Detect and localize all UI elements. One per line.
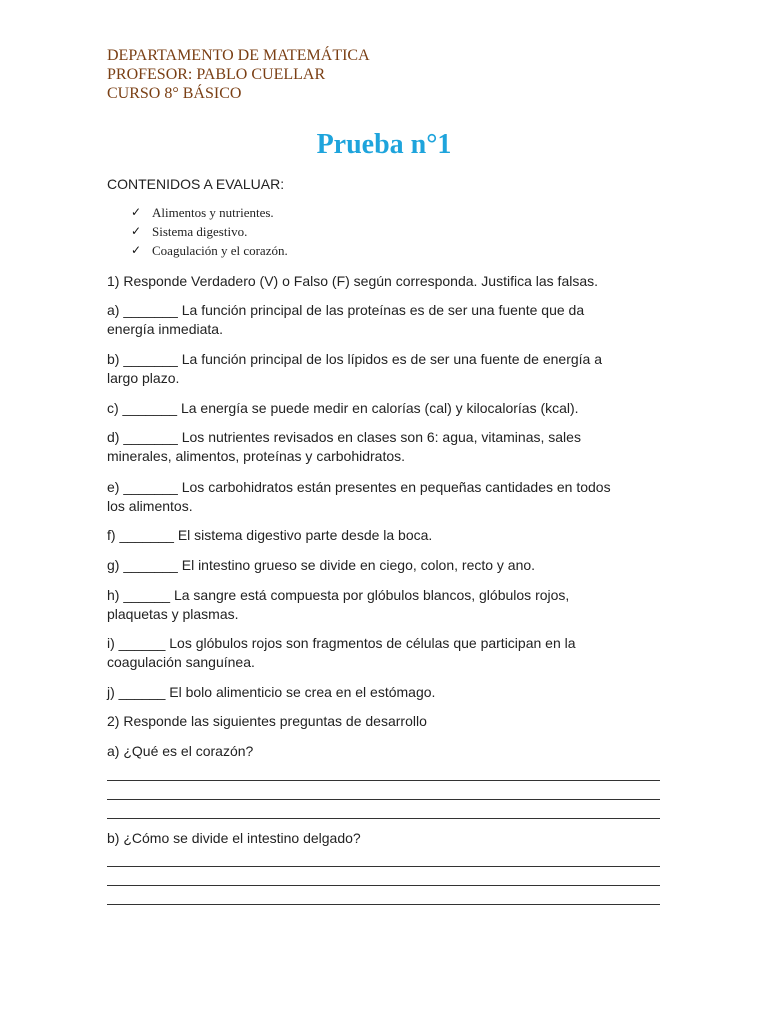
checkmark-icon: ✓	[131, 205, 142, 219]
list-item-label: Sistema digestivo.	[152, 224, 248, 239]
answer-line[interactable]	[107, 781, 660, 800]
question-text: a) _______ La función principal de las proteínas es de ser una fuente que da	[107, 302, 585, 318]
question-text-cont: largo plazo.	[107, 370, 180, 386]
question-text: g) _______ El intestino grueso se divide en ciego, colon, recto y ano.	[107, 557, 536, 573]
question-d	[107, 428, 667, 466]
checkmark-icon: ✓	[131, 224, 142, 238]
document-header	[107, 46, 370, 103]
question-g	[107, 556, 667, 575]
contents-label: CONTENIDOS A EVALUAR:	[107, 176, 285, 192]
list-item-label: Alimentos y nutrientes.	[152, 205, 274, 220]
question-text: c) _______ La energía se puede medir en calorías (cal) y kilocalorías (kcal).	[107, 400, 579, 416]
question-text-cont: coagulación sanguínea.	[107, 654, 255, 670]
open-question-a: a) ¿Qué es el corazón?	[107, 743, 254, 759]
question-text: h) ______ La sangre está compuesta por glóbulos blancos, glóbulos rojos,	[107, 587, 570, 603]
question-text-cont: energía inmediata.	[107, 321, 223, 337]
list-item-label: Coagulación y el corazón.	[152, 243, 288, 258]
answer-line[interactable]	[107, 886, 660, 905]
question-text: d) _______ Los nutrientes revisados en clases son 6: agua, vitaminas, sales	[107, 429, 581, 445]
checkmark-icon: ✓	[131, 243, 142, 257]
question-e	[107, 478, 667, 516]
open-question-b: b) ¿Cómo se divide el intestino delgado?	[107, 830, 361, 846]
question-text: f) _______ El sistema digestivo parte desde la boca.	[107, 527, 433, 543]
question-text: b) _______ La función principal de los lípidos es de ser una fuente de energía a	[107, 351, 603, 367]
answer-line[interactable]	[107, 800, 660, 819]
answer-area-b[interactable]	[107, 848, 660, 905]
answer-line[interactable]	[107, 867, 660, 886]
contents-list	[131, 203, 288, 260]
answer-area-a[interactable]	[107, 762, 660, 819]
page-title: Prueba n°1	[316, 129, 452, 160]
question-c	[107, 399, 667, 418]
question-text: e) _______ Los carbohidratos están presentes en pequeñas cantidades en todos	[107, 479, 611, 495]
question-text-cont: los alimentos.	[107, 498, 193, 514]
section2-heading: 2) Responde las siguientes preguntas de desarrollo	[107, 713, 427, 729]
question-b	[107, 350, 667, 388]
answer-line[interactable]	[107, 762, 660, 781]
question-h	[107, 586, 667, 624]
list-item	[131, 241, 288, 260]
question-text: i) ______ Los glóbulos rojos son fragmentos de células que participan en la	[107, 635, 576, 651]
question-text-cont: plaquetas y plasmas.	[107, 606, 239, 622]
section1-heading: 1) Responde Verdadero (V) o Falso (F) según corresponda. Justifica las falsas.	[107, 273, 599, 289]
question-i	[107, 634, 667, 672]
question-a	[107, 301, 667, 339]
question-f	[107, 526, 667, 545]
answer-line[interactable]	[107, 848, 660, 867]
list-item	[131, 203, 288, 222]
question-text-cont: minerales, alimentos, proteínas y carbohidratos.	[107, 448, 406, 464]
course-line: CURSO 8° BÁSICO	[107, 85, 242, 102]
question-text: j) ______ El bolo alimenticio se crea en el estómago.	[107, 684, 436, 700]
list-item	[131, 222, 288, 241]
question-j	[107, 683, 667, 702]
teacher-line: PROFESOR: PABLO CUELLAR	[107, 66, 326, 83]
department-line: DEPARTAMENTO DE MATEMÁTICA	[107, 47, 370, 64]
